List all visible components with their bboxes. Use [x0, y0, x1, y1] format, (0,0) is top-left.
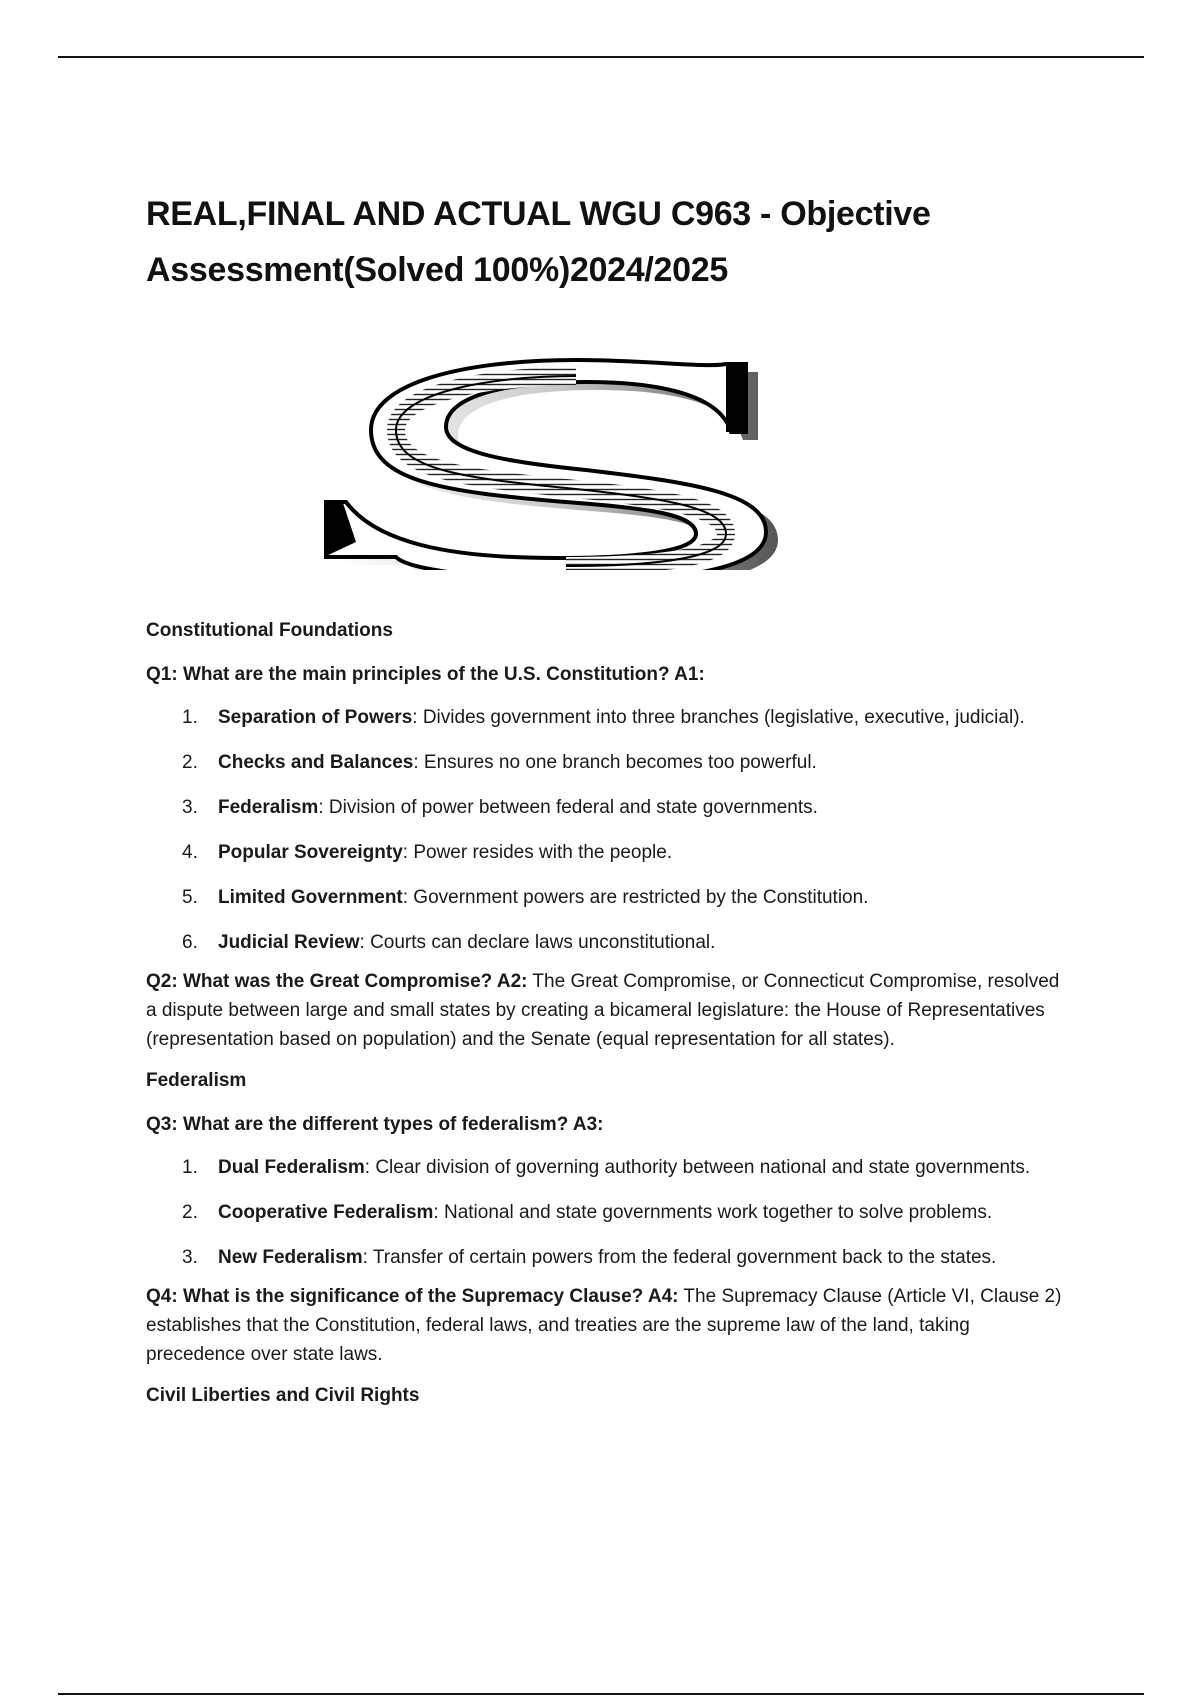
list-term: Judicial Review [218, 932, 360, 953]
list-item [146, 838, 1066, 867]
list-number: 3. [182, 1247, 198, 1268]
title-line-1: REAL,FINAL AND ACTUAL WGU C963 - Objective [146, 195, 931, 233]
list-number: 2. [182, 752, 198, 773]
list-item [146, 1153, 1066, 1182]
list-term: Limited Government [218, 887, 403, 908]
list-item [146, 928, 1066, 957]
section-heading-civil-liberties: Civil Liberties and Civil Rights [146, 1385, 420, 1406]
q4-block [146, 1282, 1066, 1369]
title-line-2: Assessment(Solved 100%)2024/2025 [146, 251, 728, 289]
section-heading-federalism: Federalism [146, 1070, 247, 1091]
section-heading-constitutional: Constitutional Foundations [146, 620, 393, 641]
decorative-s-logo-icon [146, 342, 826, 570]
list-item [146, 748, 1066, 777]
list-item [146, 793, 1066, 822]
list-text: : Ensures no one branch becomes too powerful. [413, 752, 817, 773]
list-text: : Government powers are restricted by the Constitution. [402, 887, 869, 908]
list-item [146, 1243, 1066, 1272]
list-term: Federalism [218, 797, 319, 818]
list-number: 5. [182, 887, 198, 908]
list-item [146, 1198, 1066, 1227]
q3-question-text: Q3: What are the different types of federalism? A3: [146, 1114, 604, 1135]
list-number: 1. [182, 707, 198, 728]
q3-answer-list [146, 1153, 1066, 1272]
list-text: : Division of power between federal and state governments. [318, 797, 818, 818]
q1-question [146, 660, 1066, 689]
list-number: 6. [182, 932, 198, 953]
list-term: New Federalism [218, 1247, 363, 1268]
q4-question-text: Q4: What is the significance of the Supremacy Clause? A4: [146, 1286, 679, 1307]
q2-question-text: Q2: What was the Great Compromise? A2: [146, 971, 528, 992]
list-item [146, 703, 1066, 732]
list-number: 1. [182, 1157, 198, 1178]
list-text: : Transfer of certain powers from the federal government back to the states. [362, 1247, 997, 1268]
list-term: Dual Federalism [218, 1157, 365, 1178]
q1-answer-list [146, 703, 1066, 957]
document-body [146, 186, 1066, 1425]
list-number: 3. [182, 797, 198, 818]
list-text: : Power resides with the people. [402, 842, 673, 863]
list-text: : Clear division of governing authority between national and state governments. [364, 1157, 1031, 1178]
q2-answer-text: The Great Compromise, or Connecticut Compromise, resolved a dispute between large and small states by creating a bicameral legislature: the House of Representatives (representation based on population) and the Senate (equal representation for all states). [146, 971, 1060, 1050]
list-number: 4. [182, 842, 198, 863]
q3-question [146, 1110, 1066, 1139]
document-title [146, 186, 1066, 298]
q4-answer-text: The Supremacy Clause (Article VI, Clause 2) establishes that the Constitution, federal laws, and treaties are the supreme law of the land, taking precedence over state laws. [146, 1286, 1062, 1365]
list-number: 2. [182, 1202, 198, 1223]
list-term: Separation of Powers [218, 707, 413, 728]
header-rule [58, 56, 1144, 58]
q2-block [146, 967, 1066, 1054]
list-item [146, 883, 1066, 912]
list-text: : Divides government into three branches (legislative, executive, judicial). [412, 707, 1025, 728]
list-term: Checks and Balances [218, 752, 414, 773]
list-term: Popular Sovereignty [218, 842, 403, 863]
footer-rule [58, 1693, 1144, 1695]
list-text: : National and state governments work together to solve problems. [433, 1202, 993, 1223]
list-term: Cooperative Federalism [218, 1202, 434, 1223]
q1-question-text: Q1: What are the main principles of the U.S. Constitution? A1: [146, 664, 705, 685]
list-text: : Courts can declare laws unconstitutional. [359, 932, 716, 953]
